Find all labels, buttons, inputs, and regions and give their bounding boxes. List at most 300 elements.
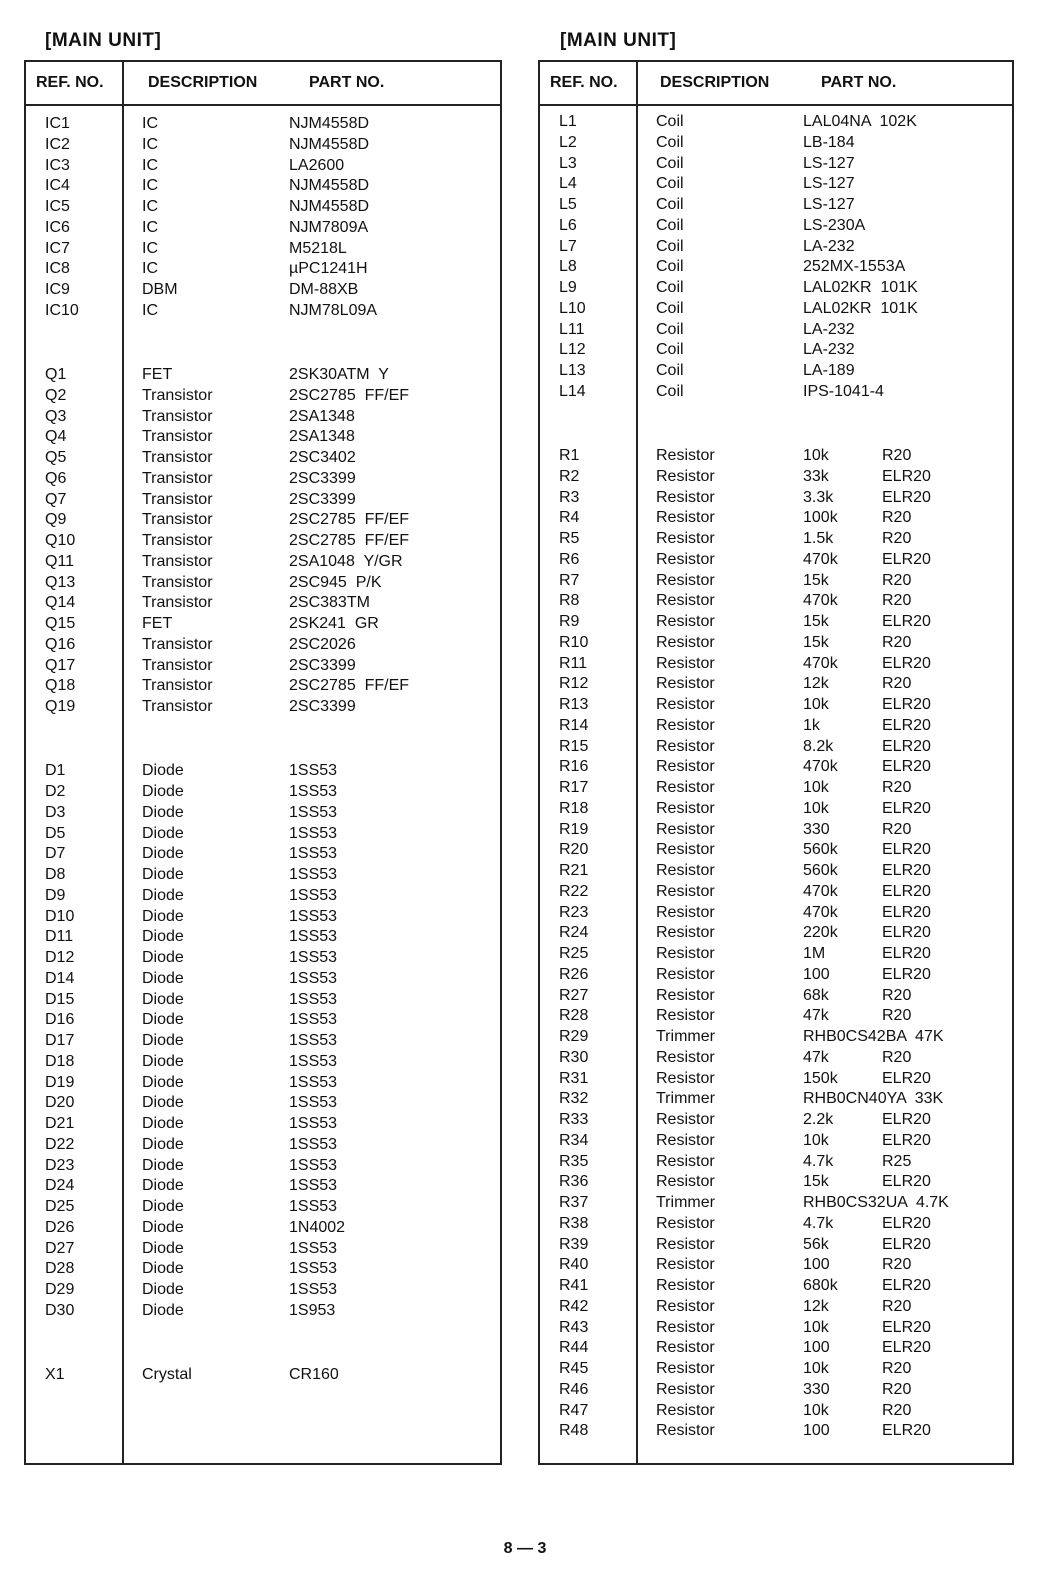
description-cell: Diode	[142, 1281, 184, 1299]
description-cell: Resistor	[656, 633, 715, 651]
table-row	[540, 986, 1012, 1006]
part-rating-cell: ELR20	[882, 696, 931, 714]
part-rating-cell: R20	[882, 1048, 912, 1066]
description-cell: Diode	[142, 969, 184, 987]
ref-cell: D20	[45, 1094, 75, 1112]
ref-cell: Q3	[45, 407, 67, 425]
table-row	[540, 299, 1012, 319]
description-cell: Resistor	[656, 862, 715, 880]
right-section-title: [MAIN UNIT]	[560, 30, 677, 51]
description-cell: Transistor	[142, 573, 213, 591]
ref-cell: D17	[45, 1032, 75, 1050]
part-rating-cell: ELR20	[882, 737, 931, 755]
description-cell: Transistor	[142, 490, 213, 508]
ref-cell: IC4	[45, 177, 70, 195]
part-rating-cell: ELR20	[882, 945, 931, 963]
description-cell: IC	[142, 135, 158, 153]
description-cell: IC	[142, 239, 158, 257]
ref-cell: R8	[559, 592, 580, 610]
ref-cell: L4	[559, 175, 577, 193]
table-row	[540, 1235, 1012, 1255]
ref-cell: D1	[45, 762, 66, 780]
part-no-cell: 2SC3399	[289, 656, 356, 674]
ref-cell: D8	[45, 866, 66, 884]
table-row	[26, 1031, 500, 1051]
ref-cell: D18	[45, 1052, 75, 1070]
ref-cell: D7	[45, 845, 66, 863]
ref-no-header: REF. NO.	[550, 74, 618, 91]
description-cell: Diode	[142, 1156, 184, 1174]
part-rating-cell: ELR20	[882, 882, 931, 900]
description-cell: Coil	[656, 196, 684, 213]
part-no-cell: 1SS53	[289, 886, 338, 904]
description-cell: Resistor	[656, 1360, 715, 1378]
table-row	[540, 674, 1012, 694]
description-cell: Resistor	[656, 1401, 715, 1419]
ref-cell: IC3	[45, 156, 70, 174]
part-rating-cell: ELR20	[882, 799, 931, 817]
table-row	[540, 654, 1012, 674]
part-no-cell: 1SS53	[289, 949, 338, 967]
description-cell: Diode	[142, 1094, 184, 1112]
part-no-cell: 10k	[803, 779, 829, 797]
part-no-cell: 47k	[803, 1007, 829, 1025]
description-cell: Diode	[142, 1301, 184, 1319]
table-row	[26, 948, 500, 968]
part-no-cell: 1SS53	[289, 1115, 338, 1133]
ref-cell: D24	[45, 1177, 75, 1195]
part-no-cell: 2SC2785 FF/EF	[289, 677, 410, 695]
part-no-cell: 1SS53	[289, 1281, 338, 1299]
table-row	[26, 280, 500, 300]
part-rating-cell: ELR20	[882, 1069, 931, 1087]
part-no-cell: 1k	[803, 716, 820, 734]
table-row	[26, 1197, 500, 1217]
part-no-cell: 2SK241 GR	[289, 615, 379, 633]
part-no-cell: 10k	[803, 1360, 829, 1378]
description-cell: Resistor	[656, 716, 715, 734]
description-cell: Coil	[656, 154, 684, 172]
table-row	[540, 257, 1012, 277]
part-no-cell: 2SC3399	[289, 698, 356, 716]
part-no-cell: 1SS53	[289, 1052, 338, 1070]
part-no-cell: 1SS53	[289, 969, 338, 987]
part-no-cell: 4.7k	[803, 1214, 834, 1232]
part-rating-cell: ELR20	[882, 1235, 931, 1253]
part-rating-cell: R20	[882, 675, 912, 693]
description-cell: IC	[142, 218, 158, 236]
table-row	[540, 820, 1012, 840]
description-cell: IC	[142, 177, 158, 195]
description-cell: Diode	[142, 762, 184, 780]
part-no-cell: DM-88XB	[289, 281, 359, 298]
ref-cell: R31	[559, 1069, 589, 1087]
table-row	[26, 510, 500, 530]
part-no-cell: 2SC383TM	[289, 594, 370, 612]
ref-cell: R15	[559, 737, 589, 755]
description-cell: Resistor	[656, 509, 715, 527]
ref-cell: Q1	[45, 366, 67, 384]
part-no-cell: 56k	[803, 1235, 829, 1253]
ref-cell: Q6	[45, 469, 67, 487]
part-no-cell: CR160	[289, 1366, 339, 1384]
ref-cell: D15	[45, 990, 75, 1008]
ref-cell: Q15	[45, 615, 76, 633]
part-rating-cell: R20	[882, 571, 912, 589]
description-cell: Transistor	[142, 635, 213, 653]
ref-cell: L3	[559, 154, 577, 172]
part-no-cell: 100	[803, 1256, 830, 1274]
table-row	[540, 1069, 1012, 1089]
part-no-cell: 470k	[803, 550, 838, 568]
description-cell: Coil	[656, 320, 684, 338]
description-cell: FET	[142, 366, 173, 384]
part-no-cell: 2SA1048 Y/GR	[289, 552, 403, 570]
part-rating-cell: R20	[882, 447, 912, 465]
table-row	[540, 882, 1012, 902]
table-row	[26, 1114, 500, 1134]
description-cell: Resistor	[656, 550, 715, 568]
part-rating-cell: ELR20	[882, 965, 931, 983]
part-no-cell: 1M	[803, 945, 826, 963]
table-row	[26, 593, 500, 613]
ref-cell: L10	[559, 299, 586, 317]
part-no-cell: 1SS53	[289, 990, 338, 1008]
part-no-cell: 1SS53	[289, 866, 338, 884]
table-row	[26, 552, 500, 572]
table-row	[540, 1131, 1012, 1151]
description-cell: Resistor	[656, 1422, 715, 1440]
description-cell: Diode	[142, 783, 184, 801]
table-row	[540, 737, 1012, 757]
part-no-cell: 560k	[803, 841, 838, 859]
left-parts-table	[24, 60, 502, 1465]
description-cell: Coil	[656, 216, 684, 234]
table-row	[540, 840, 1012, 860]
ref-cell: R34	[559, 1131, 589, 1149]
table-row	[26, 1135, 500, 1155]
part-rating-cell: R20	[882, 1007, 912, 1025]
table-row	[540, 571, 1012, 591]
description-cell: Transistor	[142, 594, 213, 612]
part-no-cell: 470k	[803, 882, 838, 900]
part-rating-cell: R20	[882, 779, 912, 797]
ref-cell: L2	[559, 133, 577, 151]
part-no-cell: 1.5k	[803, 530, 834, 548]
table-row	[26, 218, 500, 238]
part-no-cell: 1SS53	[289, 1135, 338, 1153]
ref-cell: R26	[559, 965, 589, 983]
description-cell: Diode	[142, 866, 184, 884]
ref-cell: R16	[559, 758, 589, 776]
table-row	[26, 782, 500, 802]
part-no-cell: 1SS53	[289, 762, 338, 780]
ref-cell: R42	[559, 1297, 589, 1315]
ref-cell: R39	[559, 1235, 589, 1253]
part-no-cell: 1SS53	[289, 783, 338, 801]
table-row	[540, 361, 1012, 381]
table-row	[540, 591, 1012, 611]
part-no-cell: NJM4558D	[289, 177, 370, 195]
description-cell: Transistor	[142, 698, 213, 716]
ref-cell: Q7	[45, 490, 67, 508]
part-no-cell: 1SS53	[289, 907, 338, 925]
description-cell: Diode	[142, 1218, 184, 1236]
table-row	[26, 135, 500, 155]
part-no-cell: 1N4002	[289, 1218, 346, 1236]
part-no-cell: 2SC2785 FF/EF	[289, 386, 410, 404]
table-row	[26, 697, 500, 717]
part-rating-cell: R20	[882, 986, 912, 1004]
part-no-cell: LB-184	[803, 133, 855, 151]
table-row	[540, 446, 1012, 466]
part-rating-cell: R20	[882, 509, 912, 527]
part-no-cell: NJM7809A	[289, 218, 369, 236]
ref-cell: R22	[559, 882, 589, 900]
ref-cell: R24	[559, 924, 589, 942]
table-row	[540, 612, 1012, 632]
ref-cell: R6	[559, 550, 580, 568]
part-no-cell: 470k	[803, 592, 838, 610]
ref-cell: R2	[559, 467, 580, 485]
part-no-cell: 2SC3399	[289, 490, 356, 508]
ref-cell: D16	[45, 1011, 75, 1029]
table-row	[540, 1214, 1012, 1234]
description-cell: Diode	[142, 949, 184, 967]
part-no-cell: 1SS53	[289, 1198, 338, 1216]
description-cell: FET	[142, 615, 173, 633]
ref-cell: L5	[559, 196, 577, 213]
table-row	[26, 259, 500, 279]
ref-cell: R28	[559, 1007, 589, 1025]
table-row	[540, 903, 1012, 923]
table-row	[540, 716, 1012, 736]
ref-cell: IC8	[45, 260, 70, 278]
description-cell: Diode	[142, 1198, 184, 1216]
part-no-cell: 68k	[803, 986, 829, 1004]
description-cell: Trimmer	[656, 1194, 715, 1212]
description-cell: IC	[142, 156, 158, 174]
table-row	[540, 508, 1012, 528]
part-rating-cell: ELR20	[882, 1422, 931, 1440]
description-cell: Resistor	[656, 820, 715, 838]
ref-cell: R19	[559, 820, 589, 838]
table-row	[26, 635, 500, 655]
part-rating-cell: ELR20	[882, 467, 931, 485]
ref-cell: R36	[559, 1173, 589, 1191]
table-row	[540, 550, 1012, 570]
part-no-cell: 10k	[803, 447, 829, 465]
ref-cell: R3	[559, 488, 580, 506]
table-row	[26, 824, 500, 844]
table-row	[540, 633, 1012, 653]
ref-cell: D29	[45, 1281, 75, 1299]
table-row	[540, 799, 1012, 819]
description-cell: Coil	[656, 113, 684, 130]
description-cell: Crystal	[142, 1366, 192, 1384]
ref-cell: IC1	[45, 115, 70, 132]
part-no-cell: NJM4558D	[289, 115, 370, 132]
table-row	[26, 427, 500, 447]
ref-cell: IC10	[45, 301, 79, 319]
ref-cell: R30	[559, 1048, 589, 1066]
part-no-cell: 1SS53	[289, 845, 338, 863]
table-row	[26, 1280, 500, 1300]
description-cell: Diode	[142, 928, 184, 946]
part-no-cell: 1SS53	[289, 1073, 338, 1091]
table-row	[540, 944, 1012, 964]
table-row	[540, 1318, 1012, 1338]
description-cell: Diode	[142, 886, 184, 904]
description-cell: Coil	[656, 133, 684, 151]
description-cell: Resistor	[656, 1173, 715, 1191]
part-no-cell: 1SS53	[289, 1156, 338, 1174]
table-row	[540, 154, 1012, 174]
ref-no-header: REF. NO.	[36, 74, 104, 91]
part-no-cell: RHB0CN40YA 33K	[803, 1090, 944, 1108]
table-row	[26, 927, 500, 947]
table-row	[26, 448, 500, 468]
part-no-cell: LAL02KR 101K	[803, 279, 918, 296]
table-row	[26, 1052, 500, 1072]
description-cell: Diode	[142, 1260, 184, 1278]
description-cell: Resistor	[656, 447, 715, 465]
part-rating-cell: ELR20	[882, 550, 931, 568]
part-rating-cell: R20	[882, 1256, 912, 1274]
ref-cell: D12	[45, 949, 75, 967]
table-row	[540, 174, 1012, 194]
description-cell: Transistor	[142, 656, 213, 674]
description-cell: Resistor	[656, 945, 715, 963]
description-cell: Resistor	[656, 696, 715, 714]
table-row	[26, 886, 500, 906]
table-row	[26, 573, 500, 593]
part-no-cell: 1SS53	[289, 1032, 338, 1050]
description-cell: Resistor	[656, 530, 715, 548]
part-no-cell: 100k	[803, 509, 838, 527]
description-cell: Resistor	[656, 841, 715, 859]
right-parts-table	[538, 60, 1014, 1465]
table-row	[26, 1301, 500, 1321]
ref-cell: R47	[559, 1401, 589, 1419]
description-cell: Coil	[656, 279, 684, 296]
description-cell: Resistor	[656, 654, 715, 672]
description-cell: Transistor	[142, 532, 213, 550]
description-cell: Coil	[656, 362, 684, 379]
ref-cell: Q18	[45, 677, 76, 695]
part-no-cell: 330	[803, 1380, 830, 1398]
part-rating-cell: R20	[882, 1380, 912, 1398]
part-rating-cell: R20	[882, 1297, 912, 1315]
part-no-cell: 2SA1348	[289, 407, 355, 425]
description-cell: Diode	[142, 990, 184, 1008]
left-table-body	[26, 62, 500, 1463]
ref-cell: R45	[559, 1360, 589, 1378]
description-cell: Diode	[142, 907, 184, 925]
table-row	[26, 156, 500, 176]
ref-cell: R5	[559, 530, 580, 548]
part-no-cell: LS-127	[803, 154, 855, 172]
table-row	[540, 1048, 1012, 1068]
part-no-cell: 4.7k	[803, 1152, 834, 1170]
table-row	[540, 1193, 1012, 1213]
part-rating-cell: ELR20	[882, 862, 931, 880]
table-row	[540, 1401, 1012, 1421]
description-cell: Diode	[142, 1135, 184, 1153]
description-cell: Diode	[142, 824, 184, 842]
table-row	[540, 1110, 1012, 1130]
ref-cell: R12	[559, 675, 589, 693]
part-no-cell: 47k	[803, 1048, 829, 1066]
ref-cell: L9	[559, 279, 577, 296]
ref-cell: Q11	[45, 552, 75, 570]
part-no-header: PART NO.	[821, 74, 897, 91]
description-cell: Resistor	[656, 571, 715, 589]
description-cell: Transistor	[142, 469, 213, 487]
ref-cell: Q17	[45, 656, 76, 674]
ref-cell: Q13	[45, 573, 76, 591]
ref-cell: D25	[45, 1198, 75, 1216]
part-no-cell: 12k	[803, 1297, 829, 1315]
table-row	[540, 382, 1012, 402]
table-row	[26, 676, 500, 696]
table-row	[540, 695, 1012, 715]
ref-cell: R27	[559, 986, 589, 1004]
description-cell: Resistor	[656, 737, 715, 755]
ref-cell: R35	[559, 1152, 589, 1170]
ref-cell: R4	[559, 509, 580, 527]
part-no-cell: 10k	[803, 1318, 829, 1336]
table-row	[540, 1027, 1012, 1047]
description-cell: Resistor	[656, 1380, 715, 1398]
table-row	[26, 239, 500, 259]
part-no-cell: 10k	[803, 1401, 829, 1419]
description-cell: Resistor	[656, 986, 715, 1004]
description-cell: Diode	[142, 1052, 184, 1070]
part-no-cell: RHB0CS42BA 47K	[803, 1028, 944, 1046]
table-row	[26, 907, 500, 927]
part-rating-cell: R20	[882, 592, 912, 610]
table-row	[26, 490, 500, 510]
ref-cell: D28	[45, 1260, 75, 1278]
ref-cell: L11	[559, 320, 585, 338]
part-no-cell: 1SS53	[289, 1011, 338, 1029]
part-no-cell: 3.3k	[803, 488, 834, 506]
part-rating-cell: ELR20	[882, 1214, 931, 1232]
ref-cell: D21	[45, 1115, 75, 1133]
ref-cell: R41	[559, 1277, 589, 1295]
part-no-cell: 33k	[803, 467, 829, 485]
description-cell: Resistor	[656, 1235, 715, 1253]
part-no-cell: 470k	[803, 654, 838, 672]
ref-cell: R9	[559, 613, 580, 631]
page-number: 8 — 3	[503, 1540, 547, 1557]
part-rating-cell: ELR20	[882, 924, 931, 942]
ref-cell: R25	[559, 945, 589, 963]
ref-cell: IC6	[45, 218, 70, 236]
ref-cell: Q2	[45, 386, 67, 404]
table-row	[540, 1338, 1012, 1358]
description-cell: Coil	[656, 237, 684, 255]
part-no-cell: µPC1241H	[289, 260, 368, 278]
ref-cell: D22	[45, 1135, 75, 1153]
table-row	[26, 656, 500, 676]
description-cell: Transistor	[142, 449, 213, 467]
table-row	[26, 1218, 500, 1238]
ref-cell: D30	[45, 1301, 75, 1319]
ref-cell: IC7	[45, 239, 70, 257]
table-row	[26, 407, 500, 427]
